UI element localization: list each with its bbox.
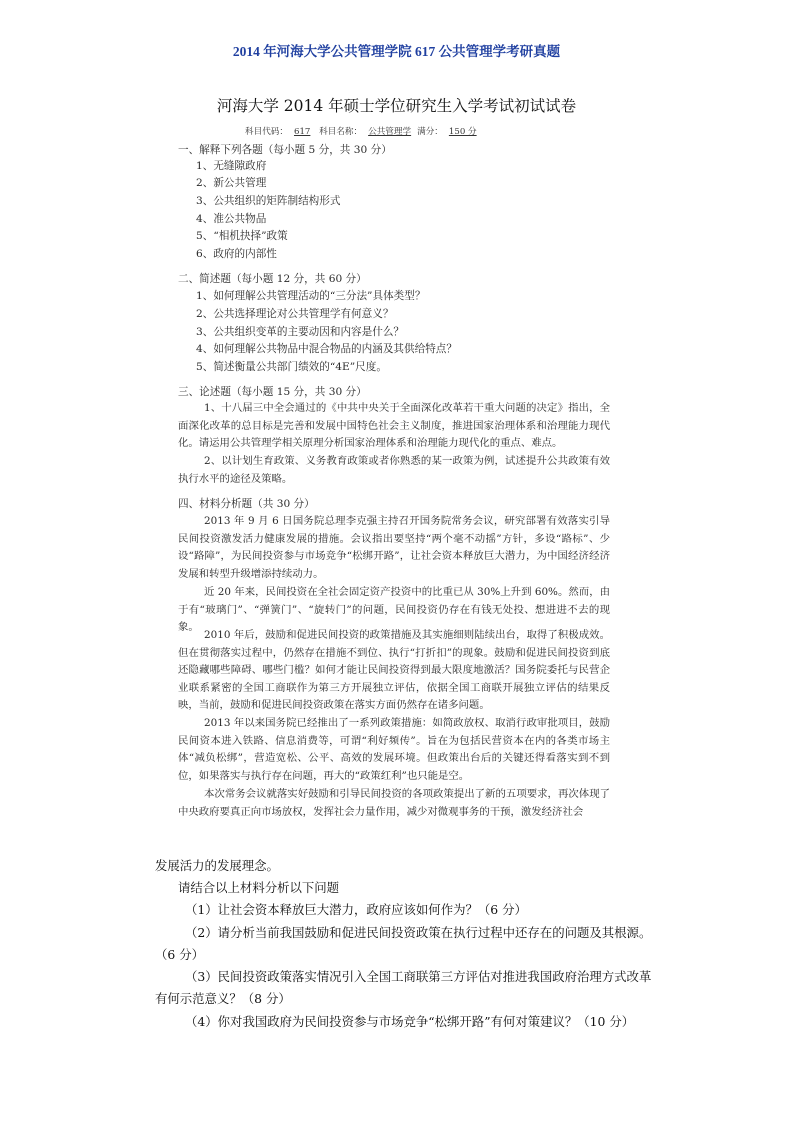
section2-item: 1、如何理解公共管理活动的“三分法”具体类型？: [196, 290, 426, 302]
section1-item: 6、政府的内部性: [196, 248, 277, 260]
material-paragraph-2: 近 20 年来，民间投资在全社会固定资产投资中的比重已从 30%上升到 60%。然而，由于有“玻璃门”、“弹簧门”、“旋转门”的问题，民间投资仍存在有钱无处投、想进进不去的现象。: [178, 586, 610, 633]
analysis-question-2-score: （6 分）: [155, 947, 204, 962]
exam-meta: [245, 125, 483, 137]
material-paragraph-5: 本次常务会议就落实好鼓励和引导民间投资的各项政策提出了新的五项要求，再次体现了中央政府要真正向市场放权，发挥社会力量作用，减少对微观事务的干预，激发经济社会: [178, 788, 610, 818]
section2-item: 4、如何理解公共物品中混合物品的内涵及其供给特点？: [196, 343, 457, 355]
section3-question-1: 1、十八届三中全会通过的《中共中央关于全面深化改革若干重大问题的决定》指出，全面深化改革的总目标是完善和发展中国特色社会主义制度，推进国家治理体系和治理能力现代化。请运用公共管理学相关原理分析国家治理体系和治理能力现代化的重点、难点。: [178, 402, 610, 449]
material-paragraph-1: 2013 年 9 月 6 日国务院总理李克强主持召开国务院常务会议，研究部署有效落实引导民间投资激发活力健康发展的措施。会议指出要坚持“两个毫不动摇”方针，多设“路标”、少设“路障”，为民间投资参与市场竞争“松绑开路”，让社会资本释放巨大潜力，为中国经济经济发展和转型升级增添持续动力。: [178, 515, 610, 580]
analysis-prompt: 请结合以上材料分析以下问题: [178, 880, 340, 895]
analysis-question-1: （1）让社会资本释放巨大潜力，政府应该如何作为？（6 分）: [185, 902, 527, 917]
subject-name-label: 科目名称：: [319, 127, 363, 137]
section1-item: 4、准公共物品: [196, 213, 267, 225]
subject-name-value: 公共管理学: [368, 127, 412, 137]
full-score-label: 满分：: [417, 127, 443, 137]
section3-question-2: 2、以计划生育政策、义务教育政策或者你熟悉的某一政策为例，试述提升公共政策有效执行水平的途径及策略。: [178, 455, 610, 485]
section2-item: 3、公共组织变革的主要动因和内容是什么？: [196, 326, 405, 338]
material-paragraph-3: 2010 年后，鼓励和促进民间投资的政策措施及其实施细则陆续出台，取得了积极成效。但在贯彻落实过程中，仍然存在措施不到位、执行“打折扣”的现象。鼓励和促进民间投资到底还隐藏哪些障碍、哪些门槛？如何才能让民间投资得到最大限度地激活？国务院委托与民营企业联系紧密的全国工商联作为第三方开展独立评估，依据全国工商联开展独立评估的结果反映，当前，鼓励和促进民间投资政策在落实方面仍然存在诸多问题。: [178, 629, 610, 711]
subject-code-value: 617: [293, 127, 311, 137]
section2-heading: 二、简述题（每小题 12 分，共 60 分）: [178, 273, 367, 285]
section1-item: 1、无缝隙政府: [196, 160, 267, 172]
section2-item: 5、简述衡量公共部门绩效的“4E”尺度。: [196, 361, 387, 373]
analysis-question-2: （2）请分析当前我国鼓励和促进民间投资政策在执行过程中还存在的问题及其根源。: [185, 925, 652, 940]
continuation-line: 发展活力的发展理念。: [155, 858, 279, 873]
analysis-question-4: （4）你对我国政府为民间投资参与市场竞争“松绑开路”有何对策建议？（10 分）: [185, 1014, 635, 1029]
section1-item: 3、公共组织的矩阵制结构形式: [196, 195, 341, 207]
analysis-question-3-cont: 有何示范意义？（8 分）: [155, 991, 291, 1006]
section3-heading: 三、论述题（每小题 15 分，共 30 分）: [178, 386, 367, 398]
subject-code-label: 科目代码：: [245, 127, 288, 137]
section1-item: 5、“相机抉择”政策: [196, 230, 288, 242]
material-paragraph-4: 2013 年以来国务院已经推出了一系列政策措施：如简政放权、取消行政审批项目，鼓励民间资本进入铁路、信息消费等，可谓“利好频传”。旨在为包括民营资本在内的各类市场主体“减负松绑”，营造宽松、公平、高效的发展环境。但政策出台后的关键还得看落实到不到位，如果落实与执行存在问题，再大的“政策红利”也只能是空。: [178, 717, 610, 782]
analysis-question-3: （3）民间投资政策落实情况引入全国工商联第三方评估对推进我国政府治理方式改革: [185, 969, 652, 984]
section4-heading: 四、材料分析题（共 30 分）: [178, 498, 315, 510]
section1-heading: 一、解释下列各题（每小题 5 分，共 30 分）: [178, 144, 392, 156]
section2-item: 2、公共选择理论对公共管理学有何意义？: [196, 308, 394, 320]
document-banner-title: 2014 年河海大学公共管理学院 617 公共管理学考研真题: [232, 44, 561, 59]
full-score-value: 150 分: [448, 127, 477, 137]
exam-title: 河海大学 2014 年硕士学位研究生入学考试初试试卷: [216, 97, 577, 115]
section1-item: 2、新公共管理: [196, 177, 267, 189]
